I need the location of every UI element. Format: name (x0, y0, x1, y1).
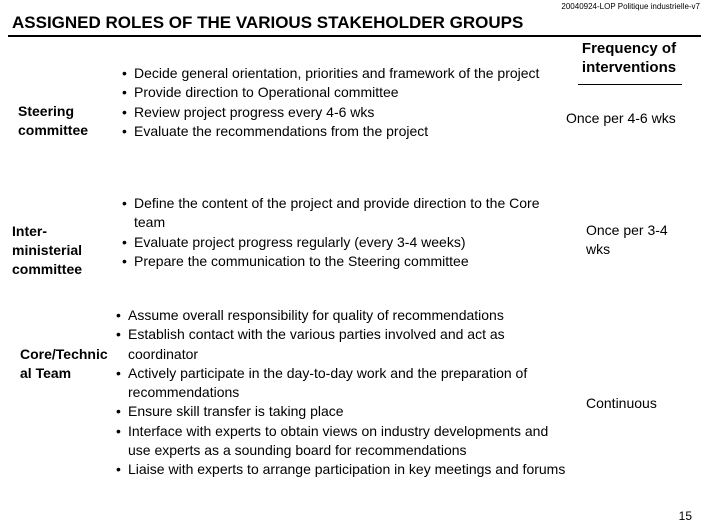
role-item: • Define the content of the project and provide direction to the Core team (122, 194, 567, 233)
frequency-inter-ministerial-committee: Once per 3-4 wks (586, 222, 668, 257)
roles-list-core-technical-team (116, 306, 574, 480)
role-item: • Evaluate project progress regularly (every 3-4 weeks) (122, 233, 567, 252)
role-item: • Liaise with experts to arrange participation in key meetings and forums (116, 460, 574, 479)
role-item: • Decide general orientation, priorities and framework of the project (122, 64, 552, 83)
group-label-core-technical-team: Core/Technical Team (20, 346, 108, 381)
role-item: • Provide direction to Operational committee (122, 83, 552, 102)
frequency-column-header: Frequency of interventions (581, 40, 677, 76)
frequency-core-technical-team: Continuous (586, 395, 657, 411)
role-item: • Assume overall responsibility for quality of recommendations (116, 306, 574, 325)
document-id: 20040924-LOP Politique industrielle-v7 (561, 2, 700, 11)
roles-list-steering-committee (122, 64, 552, 141)
frequency-steering-committee: Once per 4-6 wks (566, 110, 676, 126)
role-item: • Review project progress every 4-6 wks (122, 103, 552, 122)
title-divider (8, 35, 701, 37)
role-item: • Ensure skill transfer is taking place (116, 402, 574, 421)
frequency-header-underline (578, 84, 682, 85)
role-item: • Prepare the communication to the Steering committee (122, 252, 567, 271)
role-item: • Actively participate in the day-to-day work and the preparation of recommendations (116, 364, 574, 403)
role-item: • Interface with experts to obtain views on industry developments and use experts as a sounding board for recommendations (116, 422, 574, 461)
role-item: • Evaluate the recommendations from the project (122, 122, 552, 141)
group-label-steering-committee: Steering committee (18, 103, 89, 138)
page-title: ASSIGNED ROLES OF THE VARIOUS STAKEHOLDER GROUPS (12, 13, 524, 32)
role-item: • Establish contact with the various parties involved and act as coordinator (116, 325, 574, 364)
group-label-inter-ministerial-committee: Inter-ministerial committee (12, 223, 83, 277)
page-number: 15 (678, 509, 692, 523)
roles-list-inter-ministerial-committee (122, 194, 567, 271)
